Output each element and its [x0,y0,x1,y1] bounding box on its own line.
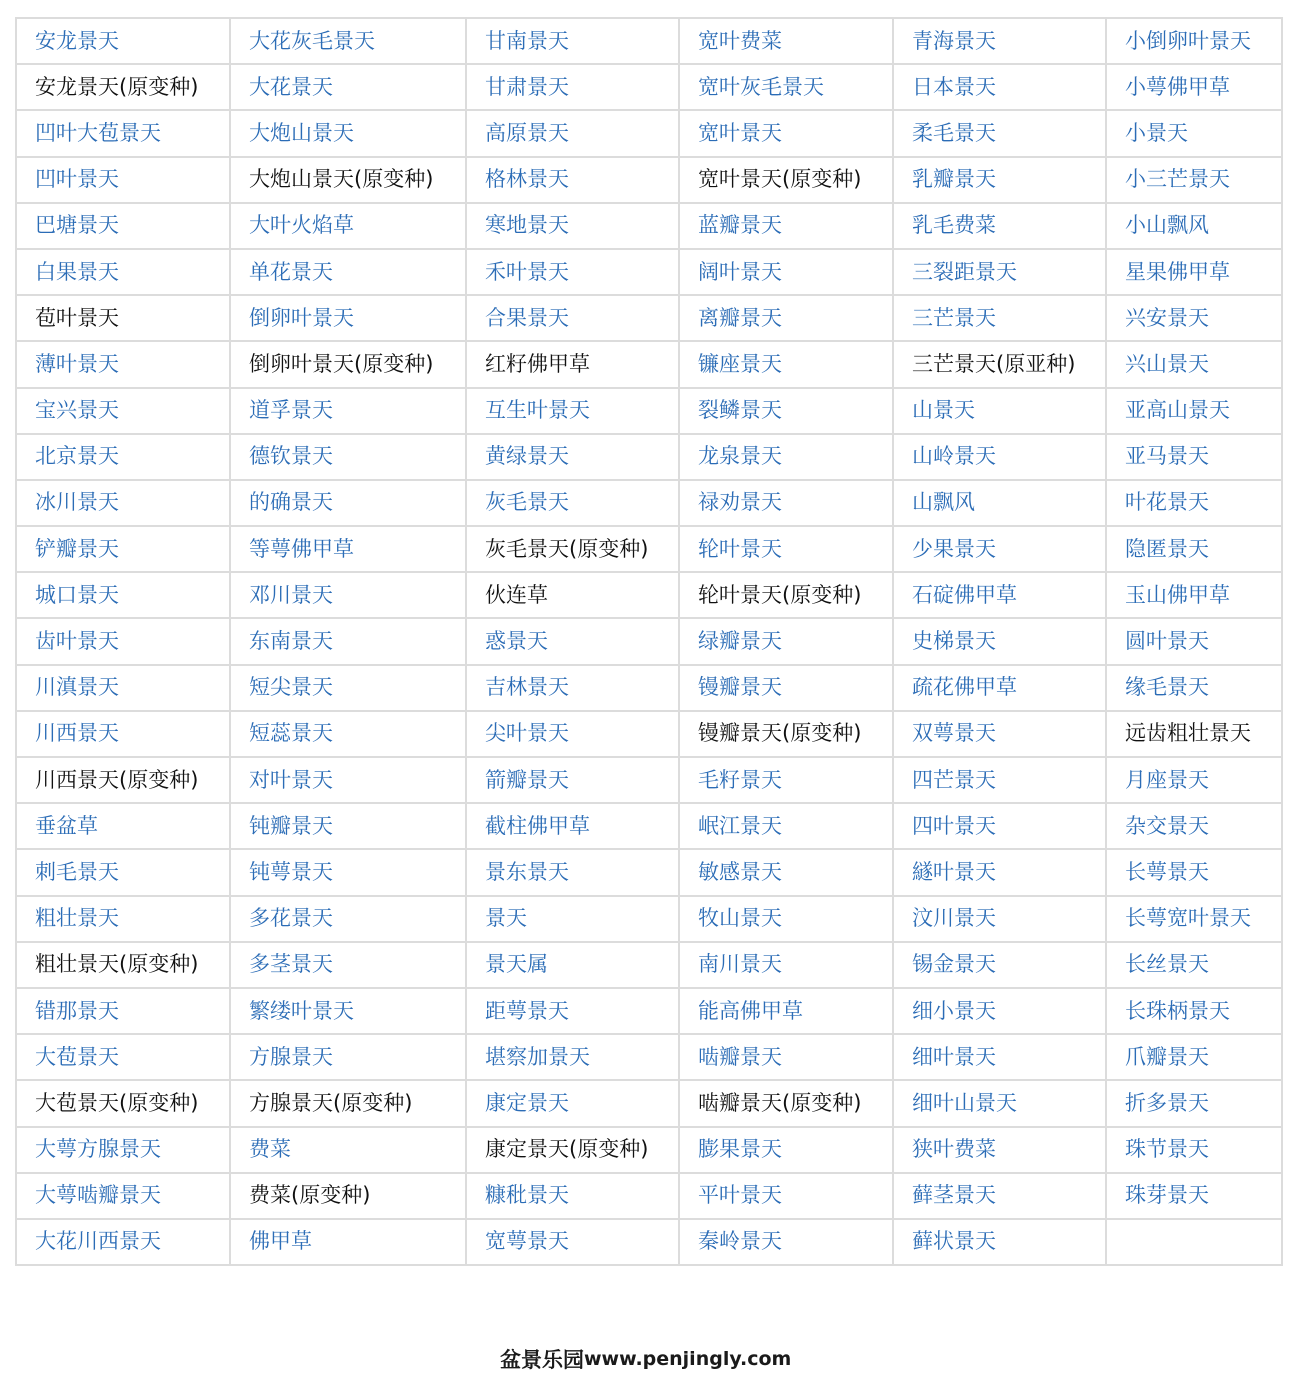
species-link[interactable]: 毛籽景天 [679,757,893,803]
species-link[interactable]: 南川景天 [679,942,893,988]
species-link[interactable]: 对叶景天 [230,757,466,803]
species-link[interactable]: 距萼景天 [466,988,679,1034]
species-link[interactable]: 寒地景天 [466,203,679,249]
species-link[interactable]: 岷江景天 [679,803,893,849]
species-link[interactable]: 绿瓣景天 [679,618,893,664]
empty-cell [1106,1219,1282,1265]
species-link[interactable]: 高原景天 [466,110,679,156]
table-row [16,1127,1282,1173]
species-link[interactable]: 小萼佛甲草 [1106,64,1282,110]
species-table-body [16,18,1282,1265]
species-name: 康定景天(原变种) [466,1127,679,1173]
species-name: 镘瓣景天(原变种) [679,711,893,757]
species-link[interactable]: 尖叶景天 [466,711,679,757]
table-row [16,896,1282,942]
species-link[interactable]: 玉山佛甲草 [1106,572,1282,618]
species-link[interactable]: 堪察加景天 [466,1034,679,1080]
species-link[interactable]: 爪瓣景天 [1106,1034,1282,1080]
species-link[interactable]: 啮瓣景天 [679,1034,893,1080]
table-row [16,1080,1282,1126]
species-link[interactable]: 冰川景天 [16,480,230,526]
species-link[interactable]: 石碇佛甲草 [893,572,1106,618]
species-link[interactable]: 平叶景天 [679,1173,893,1219]
species-link[interactable]: 狭叶费菜 [893,1127,1106,1173]
species-link[interactable]: 大花川西景天 [16,1219,230,1265]
species-link[interactable]: 裂鳞景天 [679,388,893,434]
species-link[interactable]: 截柱佛甲草 [466,803,679,849]
species-link[interactable]: 亚高山景天 [1106,388,1282,434]
table-row [16,64,1282,110]
table-row [16,18,1282,64]
species-name: 费菜(原变种) [230,1173,466,1219]
species-link[interactable]: 德钦景天 [230,434,466,480]
species-name: 大炮山景天(原变种) [230,157,466,203]
species-link[interactable]: 川滇景天 [16,665,230,711]
species-link[interactable]: 长萼景天 [1106,849,1282,895]
species-name: 三芒景天(原亚种) [893,341,1106,387]
species-link[interactable]: 邓川景天 [230,572,466,618]
species-link[interactable]: 大萼啮瓣景天 [16,1173,230,1219]
species-link[interactable]: 汶川景天 [893,896,1106,942]
species-link[interactable]: 错那景天 [16,988,230,1034]
species-link[interactable]: 长珠柄景天 [1106,988,1282,1034]
species-link[interactable]: 繸叶景天 [893,849,1106,895]
table-row [16,849,1282,895]
species-link[interactable]: 兴安景天 [1106,295,1282,341]
species-link[interactable]: 合果景天 [466,295,679,341]
species-link[interactable]: 双萼景天 [893,711,1106,757]
table-row [16,434,1282,480]
species-link[interactable]: 垂盆草 [16,803,230,849]
species-link[interactable]: 秦岭景天 [679,1219,893,1265]
species-link[interactable]: 凹叶景天 [16,157,230,203]
species-link[interactable]: 宽叶费菜 [679,18,893,64]
species-link[interactable]: 敏感景天 [679,849,893,895]
species-link[interactable]: 格林景天 [466,157,679,203]
species-link[interactable]: 禾叶景天 [466,249,679,295]
species-link[interactable]: 少果景天 [893,526,1106,572]
species-link[interactable]: 折多景天 [1106,1080,1282,1126]
species-name: 伙连草 [466,572,679,618]
table-row [16,1219,1282,1265]
species-link[interactable]: 乳毛费菜 [893,203,1106,249]
species-link[interactable]: 藓状景天 [893,1219,1106,1265]
species-link[interactable]: 大叶火焰草 [230,203,466,249]
species-link[interactable]: 乳瓣景天 [893,157,1106,203]
species-link[interactable]: 东南景天 [230,618,466,664]
site-watermark [500,1342,791,1376]
table-row [16,618,1282,664]
species-link[interactable]: 佛甲草 [230,1219,466,1265]
species-link[interactable]: 白果景天 [16,249,230,295]
table-row [16,757,1282,803]
species-link[interactable]: 康定景天 [466,1080,679,1126]
watermark-url: www.penjingly.com [584,1348,792,1370]
species-name: 宽叶景天(原变种) [679,157,893,203]
species-link[interactable]: 杂交景天 [1106,803,1282,849]
species-link[interactable]: 藓茎景天 [893,1173,1106,1219]
species-link[interactable]: 山岭景天 [893,434,1106,480]
table-row [16,803,1282,849]
species-link[interactable]: 齿叶景天 [16,618,230,664]
species-link[interactable]: 铲瓣景天 [16,526,230,572]
species-link[interactable]: 钝萼景天 [230,849,466,895]
species-link[interactable]: 大萼方腺景天 [16,1127,230,1173]
species-name: 灰毛景天(原变种) [466,526,679,572]
species-link[interactable]: 长萼宽叶景天 [1106,896,1282,942]
table-row [16,1034,1282,1080]
table-row [16,572,1282,618]
table-row [16,295,1282,341]
species-link[interactable]: 月座景天 [1106,757,1282,803]
species-name: 苞叶景天 [16,295,230,341]
species-link[interactable]: 大花景天 [230,64,466,110]
species-link[interactable]: 兴山景天 [1106,341,1282,387]
species-link[interactable]: 四叶景天 [893,803,1106,849]
species-name: 粗壮景天(原变种) [16,942,230,988]
species-link[interactable]: 蓝瓣景天 [679,203,893,249]
species-link[interactable]: 膨果景天 [679,1127,893,1173]
species-link[interactable]: 镘瓣景天 [679,665,893,711]
species-link[interactable]: 细小景天 [893,988,1106,1034]
species-link[interactable]: 青海景天 [893,18,1106,64]
species-link[interactable]: 川西景天 [16,711,230,757]
species-link[interactable]: 北京景天 [16,434,230,480]
species-link[interactable]: 大炮山景天 [230,110,466,156]
table-row [16,665,1282,711]
species-link[interactable]: 珠芽景天 [1106,1173,1282,1219]
species-link[interactable]: 大苞景天 [16,1034,230,1080]
species-link[interactable]: 疏花佛甲草 [893,665,1106,711]
species-link[interactable]: 甘南景天 [466,18,679,64]
species-name: 大苞景天(原变种) [16,1080,230,1126]
species-link[interactable]: 镰座景天 [679,341,893,387]
species-link[interactable]: 安龙景天 [16,18,230,64]
table-row [16,157,1282,203]
table-row [16,711,1282,757]
species-link[interactable]: 山景天 [893,388,1106,434]
species-link[interactable]: 亚马景天 [1106,434,1282,480]
table-row [16,480,1282,526]
species-link[interactable]: 倒卵叶景天 [230,295,466,341]
table-row [16,110,1282,156]
species-link[interactable]: 宽叶灰毛景天 [679,64,893,110]
species-link[interactable]: 多花景天 [230,896,466,942]
species-name: 红籽佛甲草 [466,341,679,387]
species-link[interactable]: 惑景天 [466,618,679,664]
species-link[interactable]: 小景天 [1106,110,1282,156]
table-row [16,1173,1282,1219]
table-row [16,388,1282,434]
species-name: 啮瓣景天(原变种) [679,1080,893,1126]
species-name: 安龙景天(原变种) [16,64,230,110]
species-link[interactable]: 史梯景天 [893,618,1106,664]
species-link[interactable]: 细叶景天 [893,1034,1106,1080]
species-link[interactable]: 小三芒景天 [1106,157,1282,203]
table-row [16,526,1282,572]
species-link[interactable]: 吉林景天 [466,665,679,711]
species-link[interactable]: 离瓣景天 [679,295,893,341]
species-link[interactable]: 景天 [466,896,679,942]
species-link[interactable]: 禄劝景天 [679,480,893,526]
species-link[interactable]: 小山飘风 [1106,203,1282,249]
species-link[interactable]: 轮叶景天 [679,526,893,572]
species-link[interactable]: 粗壮景天 [16,896,230,942]
table-row [16,341,1282,387]
species-link[interactable]: 大花灰毛景天 [230,18,466,64]
species-link[interactable]: 小倒卵叶景天 [1106,18,1282,64]
species-link[interactable]: 的确景天 [230,480,466,526]
species-link[interactable]: 三芒景天 [893,295,1106,341]
species-link[interactable]: 景东景天 [466,849,679,895]
species-link[interactable]: 钝瓣景天 [230,803,466,849]
species-link[interactable]: 繁缕叶景天 [230,988,466,1034]
species-link[interactable]: 长丝景天 [1106,942,1282,988]
species-link[interactable]: 星果佛甲草 [1106,249,1282,295]
species-link[interactable]: 宽叶景天 [679,110,893,156]
species-link[interactable]: 方腺景天 [230,1034,466,1080]
species-name: 川西景天(原变种) [16,757,230,803]
species-link[interactable]: 山飘风 [893,480,1106,526]
species-link[interactable]: 薄叶景天 [16,341,230,387]
table-row [16,988,1282,1034]
species-link[interactable]: 牧山景天 [679,896,893,942]
species-link[interactable]: 刺毛景天 [16,849,230,895]
species-link[interactable]: 城口景天 [16,572,230,618]
species-link[interactable]: 三裂距景天 [893,249,1106,295]
species-link[interactable]: 甘肃景天 [466,64,679,110]
species-link[interactable]: 柔毛景天 [893,110,1106,156]
species-link[interactable]: 短尖景天 [230,665,466,711]
species-link[interactable]: 阔叶景天 [679,249,893,295]
species-link[interactable]: 道孚景天 [230,388,466,434]
species-name: 方腺景天(原变种) [230,1080,466,1126]
species-link[interactable]: 凹叶大苞景天 [16,110,230,156]
species-link[interactable]: 黄绿景天 [466,434,679,480]
species-link[interactable]: 景天属 [466,942,679,988]
species-link[interactable]: 糠秕景天 [466,1173,679,1219]
species-link[interactable]: 叶花景天 [1106,480,1282,526]
species-link[interactable]: 费菜 [230,1127,466,1173]
species-link[interactable]: 日本景天 [893,64,1106,110]
species-link[interactable]: 单花景天 [230,249,466,295]
species-link[interactable]: 巴塘景天 [16,203,230,249]
table-row [16,203,1282,249]
species-link[interactable]: 箭瓣景天 [466,757,679,803]
species-link[interactable]: 珠节景天 [1106,1127,1282,1173]
species-link[interactable]: 龙泉景天 [679,434,893,480]
species-table [15,17,1283,1266]
species-link[interactable]: 宝兴景天 [16,388,230,434]
species-name: 轮叶景天(原变种) [679,572,893,618]
species-link[interactable]: 隐匿景天 [1106,526,1282,572]
species-name: 倒卵叶景天(原变种) [230,341,466,387]
species-link[interactable]: 宽萼景天 [466,1219,679,1265]
watermark-brand: 盆景乐园 [500,1348,584,1372]
species-link[interactable]: 等萼佛甲草 [230,526,466,572]
species-link[interactable]: 短蕊景天 [230,711,466,757]
species-link[interactable]: 四芒景天 [893,757,1106,803]
species-link[interactable]: 多茎景天 [230,942,466,988]
table-row [16,249,1282,295]
species-name: 远齿粗壮景天 [1106,711,1282,757]
table-row [16,942,1282,988]
species-link[interactable]: 圆叶景天 [1106,618,1282,664]
species-link[interactable]: 能高佛甲草 [679,988,893,1034]
species-link[interactable]: 互生叶景天 [466,388,679,434]
species-link[interactable]: 缘毛景天 [1106,665,1282,711]
species-link[interactable]: 灰毛景天 [466,480,679,526]
species-link[interactable]: 细叶山景天 [893,1080,1106,1126]
species-link[interactable]: 锡金景天 [893,942,1106,988]
